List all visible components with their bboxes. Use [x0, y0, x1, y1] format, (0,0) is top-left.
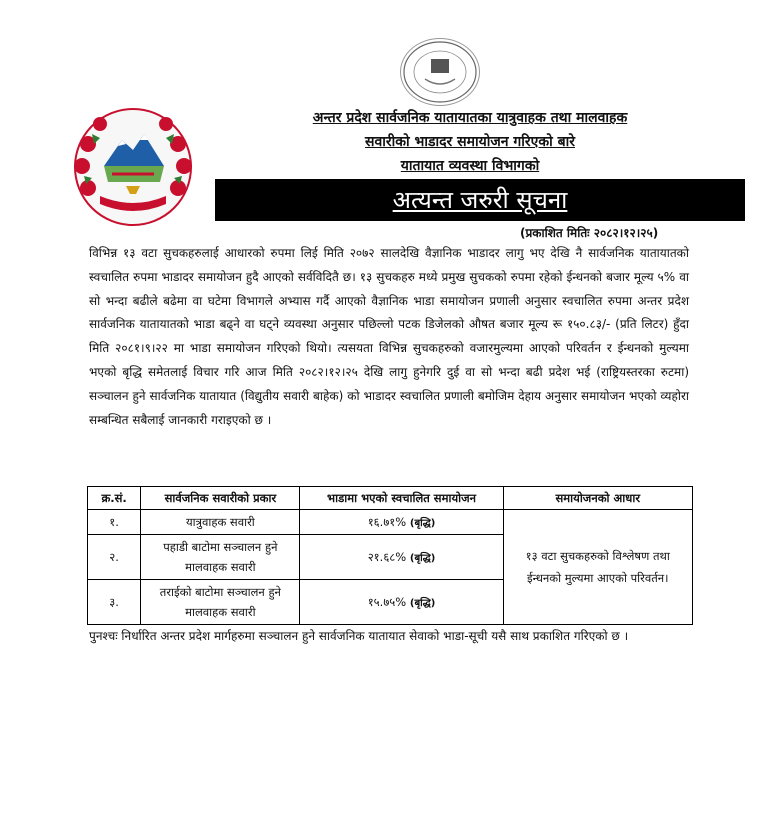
postscript-note: पुनश्चः निर्धारित अन्तर प्रदेश मार्गहरुमा सञ्चालन हुने सार्वजनिक यातायात सेवाको भाडा-सूची यसै साथ प्रकाशित गरिएको छ । — [89, 629, 629, 643]
row-adjustment — [300, 580, 503, 625]
row-adjustment — [300, 535, 503, 580]
increase-label: (बृद्धि) — [409, 517, 436, 529]
row-adjustment — [300, 510, 503, 535]
department-name: यातायात व्यवस्था विभागको — [400, 158, 540, 174]
header-serial: क्र.सं. — [88, 487, 141, 510]
row-vehicle-type: तराईको बाटोमा सञ्चालन हुने मालवाहक सवारी — [141, 580, 300, 625]
adjustment-value: २१.६८% — [367, 549, 407, 564]
fare-adjustment-table — [87, 486, 693, 625]
row-serial: ३. — [88, 580, 141, 625]
header-adjustment: भाडामा भएको स्वचालित समायोजन — [300, 487, 503, 510]
table-row — [88, 510, 693, 535]
adjustment-basis: १३ वटा सुचकहरुको विश्लेषण तथा ईन्धनको मुल्यमा आएको परिवर्तन। — [503, 510, 692, 625]
row-serial: १. — [88, 510, 141, 535]
department-seal — [400, 38, 480, 106]
row-serial: २. — [88, 535, 141, 580]
row-vehicle-type: पहाडी बाटोमा सञ्चालन हुने मालवाहक सवारी — [141, 535, 300, 580]
increase-label: (बृद्धि) — [409, 552, 436, 564]
notice-heading-line2: सवारीको भाडादर समायोजन गरिएको बारे — [365, 134, 575, 150]
notice-heading-line1: अन्तर प्रदेश सार्वजनिक यातायातका यात्रुवाहक तथा मालवाहक — [312, 110, 628, 126]
header-vehicle-type: सार्वजनिक सवारीको प्रकार — [141, 487, 300, 510]
notice-body: विभिन्न १३ वटा सुचकहरुलाई आधारको रुपमा लिई मिति २०७२ सालदेखि वैज्ञानिक भाडादर लागु भए देखि नै सार्वजनिक यातायातको स्वचालित रुपमा भाडादर समायोजन हुदै आएको सर्वविदितै छ। १३ सुचकहरु मध्ये प्रमुख सुचकको रुपमा रहेको ईन्धनको बजार मूल्य ५% वा सो भन्दा बढीले बढेमा वा घटेमा विभागले अभ्यास गर्दै आएको वैज्ञानिक भाडा समायोजन प्रणाली अनुसार स्वचालित रुपमा अन्तर प्रदेश सार्वजनिक यातायातको भाडा बढ्ने वा घट्ने व्यवस्था अनुसार पछिल्लो पटक डिजेलको औषत बजार मूल्य रू १५०.८३/- (प्रति लिटर) हुँदा मिति २०८१।९।२२ मा भाडा समायोजन गरिएको थियो। त्यसयता विभिन्न सुचकहरुको वजारमुल्यमा आएको परिवर्तन र ईन्धनको मुल्यमा भएको बृद्धि समेतलाई विचार गरि आज मिति २०८२।१२।२५ देखि लागु हुनेगरि दुई वा सो भन्दा बढी प्रदेश भई (राष्ट्रियस्तरका रुटमा) सञ्चालन हुने सार्वजनिक यातायात (विद्युतीय सवारी बाहेक) को भाडादर स्वचालित प्रणाली बमोजिम देहाय अनुसार समायोजन भएको व्यहोरा सम्बन्धित सबैलाई जानकारी गराइएको छ । — [89, 246, 689, 427]
table-header-row — [88, 487, 693, 510]
adjustment-value: १६.७१% — [367, 514, 407, 529]
banner-text: अत्यन्त जरुरी सूचना — [392, 186, 568, 214]
nepal-emblem — [70, 104, 196, 230]
urgent-notice-banner — [215, 179, 745, 221]
row-vehicle-type: यात्रुवाहक सवारी — [141, 510, 300, 535]
published-date: (प्रकाशित मितिः २०८२।१२।२५) — [520, 226, 659, 240]
adjustment-value: १५.७५% — [367, 594, 407, 609]
header-basis: समायोजनको आधार — [503, 487, 692, 510]
increase-label: (बृद्धि) — [409, 597, 436, 609]
